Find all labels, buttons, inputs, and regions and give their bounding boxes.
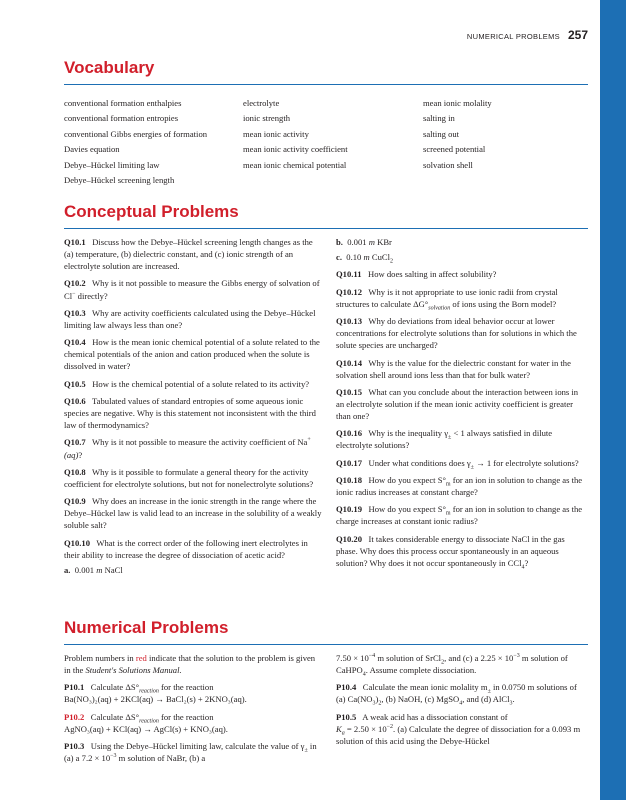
vocab-term: mean ionic molality [423, 98, 492, 108]
question: Q10.10 What is the correct order of the following inert electrolytes in their ability to increase the degree of dissociation of acetic acid? [64, 537, 308, 560]
vocab-term: mean ionic activity coefficient [243, 144, 348, 155]
vocab-term: Debye–Hückel screening length [64, 175, 175, 186]
problem: P10.4 Calculate the mean ionic molality $m_\pm$ in 0.0750 m solutions of (a) $Ca(NO_3)_2$, (b) NaOH, (c) MgSO$_4$, and (d) AlCl$_3$. [336, 682, 577, 708]
problem-continued: $7.50 \times 10^{-4}$ m solution of SrCl$_2$, and (c) a $2.25 \times 10^{-3}$ m solution of CaHPO$_4$. Assume complete dissociation. [336, 653, 568, 678]
question-option: a. 0.001 m NaCl [64, 564, 123, 575]
vocab-term: ionic strength [243, 113, 291, 124]
question: Q10.3 Why are activity coefficients calculated using the Debye–Hückel limiting law always less than one? [64, 307, 316, 330]
running-title: NUMERICAL PROBLEMS [466, 32, 560, 41]
conceptual-left-column [64, 236, 323, 581]
vocab-term: conventional formation enthalpies [64, 98, 182, 108]
question: Q10.6 Tabulated values of standard entropies of some aqueous ionic species are negative. Why is this statement not inconsistent with the third law of thermodynamics? [64, 395, 316, 431]
vocab-term: salting in [423, 113, 455, 124]
numerical-right-column [336, 652, 588, 752]
vocab-term: mean ionic activity [243, 128, 309, 139]
page-number: 257 [567, 28, 588, 42]
question-option: c. 0.10 m CuCl$_2$ [336, 252, 393, 265]
problem: P10.1 Calculate $\Delta S^\circ_{reaction}$ for the reaction Ba(NO₃)₂(aq) + 2KCl(aq) → BaCl₂(s) + 2KNO₃(aq). [64, 682, 247, 705]
problem: P10.5 A weak acid has a dissociation constant of $K_a = 2.50 \times 10^{-2}$. (a) Calculate the degree of dissociation for a 0.093 m solution of this acid using the Debye-Hückel [336, 711, 581, 746]
question: Q10.8 Why is it possible to formulate a general theory for the activity coefficient for electrolyte solutions, but not for nonelectrolyte solutions? [64, 466, 314, 489]
conceptual-right-column [336, 236, 588, 574]
question: Q10.15 What can you conclude about the interaction between ions in an electrolyte solution if the mean ionic activity coefficient is greater than one? [336, 386, 579, 422]
vocabulary-heading: Vocabulary [64, 58, 155, 77]
vocab-term: mean ionic chemical potential [243, 159, 347, 170]
numerical-left-column [64, 652, 323, 770]
question: Q10.5 How is the chemical potential of a solute related to its activity? [64, 378, 310, 389]
vocab-term: Debye–Hückel limiting law [64, 159, 160, 170]
chapter-color-tab [600, 0, 626, 800]
vocab-term: conventional formation entropies [64, 113, 179, 124]
question: Q10.12 Why is it not appropriate to use ionic radii from crystal structures to calculate $\Delta G^\circ_{solvation}$ of ions using the Born model? [336, 286, 558, 312]
vocab-term: salting out [423, 128, 460, 139]
question: Q10.9 Why does an increase in the ionic strength in the range where the Debye–Hückel law is valid lead to an increase in the solubility of a weakly soluble salt? [64, 496, 322, 531]
question: Q10.4 How is the mean ionic chemical potential of a solute related to the chemical potentials of the anion and cation produced when the solute is dissolved in water? [64, 337, 320, 372]
question: Q10.7 Why is it not possible to measure the activity coefficient of Na+(aq)? [64, 437, 311, 460]
vocab-term: screened potential [423, 144, 486, 155]
question: Q10.20 It takes considerable energy to dissociate NaCl in the gas phase. Why does this process occur spontaneously in an aqueous solution? Why does it not occur spontaneously in CCl$_4$? [336, 533, 565, 571]
problem: P10.2 Calculate $\Delta S^\circ_{reaction}$ for the reaction AgNO₃(aq) + KCl(aq) → AgCl(s) + KNO₃(aq). [64, 711, 228, 734]
vocab-term: conventional Gibbs energies of formation [64, 128, 208, 139]
question-option: b. 0.001 m KBr [336, 237, 392, 247]
question: Q10.1 Discuss how the Debye–Hückel screening length changes as the (a) temperature, (b) dielectric constant, and (c) ionic strength of an electrolyte solution are increased. [64, 237, 313, 272]
question: Q10.18 How do you expect $S^\circ_m$ for an ion in solution to change as the ionic radius increases at constant charge? [336, 475, 583, 498]
vocab-term: solvation shell [423, 159, 473, 170]
question: Q10.19 How do you expect $S^\circ_m$ for an ion in solution to change as the charge increases at constant ionic radius? [336, 504, 583, 527]
question: Q10.13 Why do deviations from ideal behavior occur at lower concentrations for electrolyte solutions than for solutions in which the solute species are uncharged? [336, 316, 577, 351]
running-head [467, 28, 588, 42]
vocab-term: electrolyte [243, 98, 280, 108]
numerical-heading: Numerical Problems [64, 618, 229, 637]
numerical-rule [64, 644, 588, 645]
vocabulary-rule [64, 84, 588, 85]
vocabulary-list [64, 96, 588, 187]
question: Q10.2 Why is it not possible to measure the Gibbs energy of solvation of Cl− directly? [64, 278, 320, 301]
vocab-term: Davies equation [64, 144, 120, 155]
numerical-intro: Problem numbers in red indicate that the solution to the problem is given in the Student's Solutions Manual. [64, 653, 316, 676]
question: Q10.14 Why is the value for the dielectric constant for water in the solvation shell around ions less than that for bulk water? [336, 357, 571, 380]
question: Q10.11 How does salting in affect solubility? [336, 269, 497, 280]
question: Q10.17 Under what conditions does $\gamma_\pm \to 1$ for electrolyte solutions? [336, 457, 579, 471]
question: Q10.16 Why is the inequality $\gamma_\pm < 1$ always satisfied in dilute electrolyte solutions? [336, 428, 553, 451]
problem: P10.3 Using the Debye–Hückel limiting law, calculate the value of $\gamma_\pm$ in (a) a $7.2 \times 10^{-3}$ m solution of NaBr, (b) a [64, 741, 317, 764]
conceptual-heading: Conceptual Problems [64, 202, 239, 221]
conceptual-rule [64, 228, 588, 229]
